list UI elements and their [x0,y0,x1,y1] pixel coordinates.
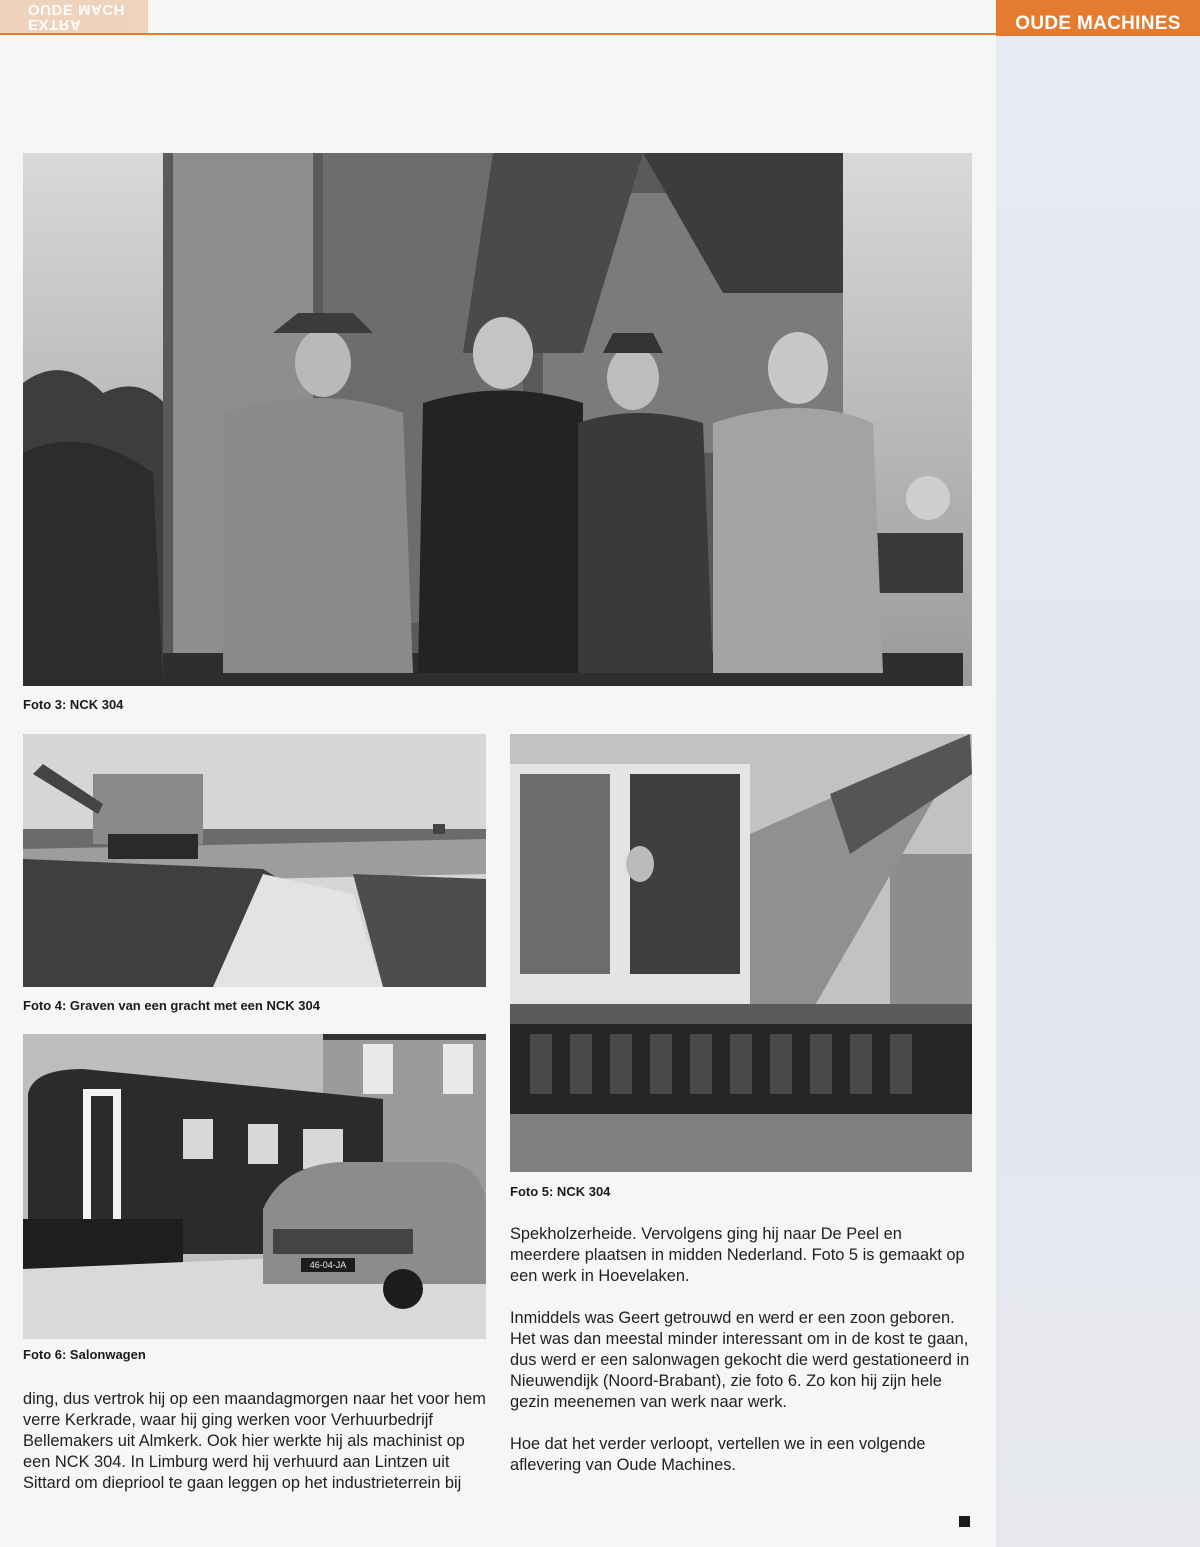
corner-tab [0,0,148,33]
corner-tab-line2: EXTRA [28,16,82,33]
license-plate: 46-04-JA [301,1258,355,1272]
right-bleed-column [996,36,1200,1547]
article-left-column [23,1389,493,1494]
photo-foto4 [23,734,486,987]
right-paragraph-1: Spekholzerheide. Vervolgens ging hij naar De Peel en meerdere plaatsen in midden Nederland. Foto 5 is gemaakt op een werk in Hoevelaken. [510,1225,965,1285]
caption-foto4: Foto 4: Graven van een gracht met een NCK 304 [23,998,320,1013]
article-right-column [510,1224,976,1476]
photo-foto6 [23,1034,486,1339]
right-paragraph-2: Inmiddels was Geert getrouwd en werd er een zoon geboren. Het was dan meestal minder interessant om in de kost te gaan, dus werd er een salonwagen gekocht die werd gestationeerd in Nieuwendijk (Noord-Brabant), zie foto 6. Zo kon hij zijn hele gezin meenemen van werk naar werk. [510,1309,970,1411]
photo-foto5 [510,734,972,1172]
corner-tab-line1: OUDE MACH [28,1,125,18]
caption-foto6: Foto 6: Salonwagen [23,1347,146,1362]
right-paragraph-3: Hoe dat het verder verloopt, vertellen we in een volgende aflevering van Oude Machines. [510,1435,926,1474]
section-tab: OUDE MACHINES [996,0,1200,36]
photo-foto3 [23,153,972,686]
caption-foto5: Foto 5: NCK 304 [510,1184,611,1199]
article-end-mark [959,1516,970,1527]
top-rule [0,33,1000,35]
left-paragraph: ding, dus vertrok hij op een maandagmorgen naar het voor hem verre Kerkrade, waar hij ging werken voor Verhuurbedrijf Bellemakers uit Almkerk. Ook hier werkte hij als machinist op een NCK 304. In Limburg werd hij verhuurd aan Lintzen uit Sittard om diepriool te gaan leggen op het industrieterrein bij [23,1390,486,1492]
caption-foto3: Foto 3: NCK 304 [23,697,124,712]
